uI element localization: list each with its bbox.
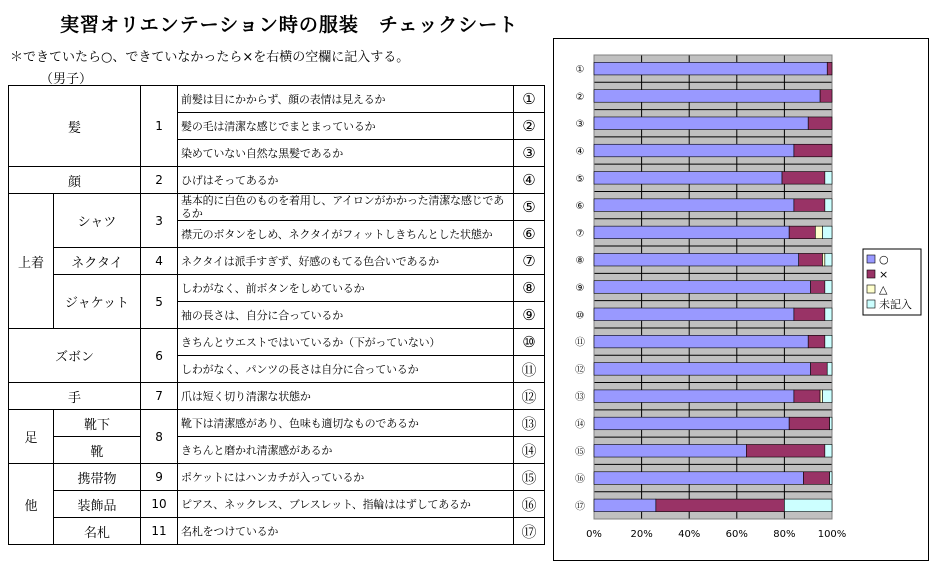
- table-row: [9, 383, 545, 410]
- table-row: [9, 167, 545, 194]
- category-label: ①: [575, 64, 585, 76]
- bar-segment: [822, 390, 832, 403]
- bar-segment: [808, 335, 825, 348]
- subcategory-cell: ジャケット: [54, 275, 141, 329]
- bar-segment: [803, 472, 829, 485]
- bar-segment: [656, 499, 785, 512]
- check-cell[interactable]: ⑰: [514, 518, 545, 545]
- instruction-note: ＊できていたら○、できていなかったら×を右横の空欄に記入する。: [10, 50, 410, 65]
- x-tick-label: 0%: [586, 529, 602, 540]
- category-cell: 顔: [9, 167, 141, 194]
- bar-segment: [825, 335, 832, 348]
- check-cell[interactable]: ⑫: [514, 383, 545, 410]
- check-cell[interactable]: ⑮: [514, 464, 545, 491]
- bar-segment: [594, 172, 782, 185]
- bar-segment: [825, 308, 832, 321]
- bar-segment: [789, 226, 815, 239]
- bar-segment: [594, 253, 799, 266]
- check-cell[interactable]: ⑤: [514, 194, 545, 221]
- category-label: ⑫: [575, 364, 585, 376]
- category-label: ⑩: [575, 310, 585, 322]
- bar-segment: [594, 117, 808, 130]
- bar-segment: [594, 499, 656, 512]
- category-cell: 髪: [9, 86, 141, 167]
- bar-segment: [594, 62, 827, 75]
- bar-segment: [820, 390, 822, 403]
- check-item: 爪は短く切り清潔な状態か: [178, 383, 514, 410]
- item-number: 7: [141, 383, 178, 410]
- legend-label: ×: [879, 268, 889, 281]
- legend-label: ○: [879, 253, 889, 266]
- category-cell: 他: [9, 464, 54, 545]
- table-row: [9, 329, 545, 356]
- bar-segment: [594, 144, 794, 157]
- category-cell: ズボン: [9, 329, 141, 383]
- bar-segment: [746, 444, 825, 457]
- table-row: [9, 518, 545, 545]
- subcategory-cell: シャツ: [54, 194, 141, 248]
- bar-segment: [825, 172, 832, 185]
- bar-segment: [825, 281, 832, 294]
- check-item: 靴下は清潔感があり、色味も適切なものであるか: [178, 410, 514, 437]
- x-tick-label: 40%: [678, 529, 701, 540]
- bar-segment: [794, 390, 820, 403]
- bar-segment: [827, 363, 832, 376]
- check-cell[interactable]: ⑦: [514, 248, 545, 275]
- bar-segment: [594, 335, 808, 348]
- category-label: ③: [575, 119, 585, 131]
- item-number: 8: [141, 410, 178, 464]
- bar-segment: [811, 281, 825, 294]
- bar-segment: [825, 199, 832, 212]
- category-cell: 上着: [9, 194, 54, 329]
- subcategory-cell: ネクタイ: [54, 248, 141, 275]
- table-row: [9, 491, 545, 518]
- category-label: ⑬: [575, 392, 585, 404]
- check-cell[interactable]: ②: [514, 113, 545, 140]
- bar-segment: [789, 417, 829, 430]
- bar-segment: [794, 199, 825, 212]
- check-item: 前髪は目にかからず、顔の表情は見えるか: [178, 86, 514, 113]
- check-cell[interactable]: ⑭: [514, 437, 545, 464]
- subcategory-cell: 名札: [54, 518, 141, 545]
- category-label: ⑰: [575, 501, 585, 513]
- check-item: しわがなく、パンツの長さは自分に合っているか: [178, 356, 514, 383]
- check-item: 袖の長さは、自分に合っているか: [178, 302, 514, 329]
- bar-segment: [830, 417, 832, 430]
- x-tick-label: 20%: [630, 529, 653, 540]
- check-cell[interactable]: ⑬: [514, 410, 545, 437]
- bar-segment: [822, 253, 824, 266]
- bar-segment: [799, 253, 823, 266]
- item-number: 10: [141, 491, 178, 518]
- bar-segment: [782, 172, 825, 185]
- bar-segment: [808, 117, 832, 130]
- bar-segment: [827, 62, 832, 75]
- item-number: 4: [141, 248, 178, 275]
- table-row: [9, 86, 545, 113]
- table-row: [9, 275, 545, 302]
- legend-swatch: [867, 300, 875, 308]
- stacked-bar-chart: [554, 39, 928, 560]
- category-label: ⑥: [575, 201, 585, 213]
- bar-segment: [794, 144, 832, 157]
- check-cell[interactable]: ⑨: [514, 302, 545, 329]
- bar-segment: [820, 90, 832, 103]
- bar-segment: [594, 281, 811, 294]
- result-chart-frame: [553, 38, 929, 561]
- bar-segment: [594, 390, 794, 403]
- x-tick-label: 60%: [725, 529, 748, 540]
- check-item: 染めていない自然な黒髪であるか: [178, 140, 514, 167]
- check-item: きちんと磨かれ清潔感があるか: [178, 437, 514, 464]
- check-item: 髪の毛は清潔な感じでまとまっているか: [178, 113, 514, 140]
- bar-segment: [594, 199, 794, 212]
- check-cell[interactable]: ⑪: [514, 356, 545, 383]
- item-number: 3: [141, 194, 178, 248]
- item-number: 2: [141, 167, 178, 194]
- bar-segment: [825, 444, 832, 457]
- category-label: ⑭: [575, 419, 585, 431]
- category-cell: 足: [9, 410, 54, 464]
- legend-swatch: [867, 255, 875, 263]
- category-label: ⑯: [575, 474, 585, 486]
- bar-segment: [830, 472, 832, 485]
- check-item: 名札をつけているか: [178, 518, 514, 545]
- check-cell[interactable]: ⑧: [514, 275, 545, 302]
- check-item: きちんとウエストではいているか（下がっていない）: [178, 329, 514, 356]
- check-cell[interactable]: ④: [514, 167, 545, 194]
- subcategory-cell: 靴: [54, 437, 141, 464]
- category-label: ⑨: [575, 283, 585, 294]
- check-item: ピアス、ネックレス、ブレスレット、指輪ははずしてあるか: [178, 491, 514, 518]
- bar-segment: [594, 90, 820, 103]
- check-item: 襟元のボタンをしめ、ネクタイがフィットしきちんとした状態か: [178, 221, 514, 248]
- check-cell[interactable]: ①: [514, 86, 545, 113]
- bar-segment: [815, 226, 822, 239]
- page-title: 実習オリエンテーション時の服装 チェックシート: [60, 14, 519, 36]
- bar-segment: [794, 308, 825, 321]
- table-row: [9, 437, 545, 464]
- legend-swatch: [867, 285, 875, 293]
- legend-swatch: [867, 270, 875, 278]
- check-item: しわがなく、前ボタンをしめているか: [178, 275, 514, 302]
- category-label: ⑦: [575, 228, 585, 240]
- subcategory-cell: 靴下: [54, 410, 141, 437]
- bar-segment: [594, 444, 746, 457]
- table-row: [9, 194, 545, 221]
- check-item: ネクタイは派手すぎず、好感のもてる色合いであるか: [178, 248, 514, 275]
- gender-label: （男子）: [40, 72, 93, 87]
- table-row: [9, 410, 545, 437]
- table-row: [9, 248, 545, 275]
- bar-segment: [594, 417, 789, 430]
- category-label: ⑪: [575, 337, 585, 349]
- bar-segment: [811, 363, 828, 376]
- item-number: 1: [141, 86, 178, 167]
- bar-segment: [822, 226, 832, 239]
- subcategory-cell: 装飾品: [54, 491, 141, 518]
- check-item: ポケットにはハンカチが入っているか: [178, 464, 514, 491]
- item-number: 9: [141, 464, 178, 491]
- check-cell[interactable]: ③: [514, 140, 545, 167]
- item-number: 6: [141, 329, 178, 383]
- checklist-table: [8, 85, 545, 545]
- category-label: ⑧: [575, 255, 585, 267]
- legend-label: △: [879, 283, 888, 296]
- category-label: ⑮: [575, 446, 585, 458]
- legend-label: 未記入: [879, 298, 912, 311]
- item-number: 11: [141, 518, 178, 545]
- subcategory-cell: 携帯物: [54, 464, 141, 491]
- bar-segment: [594, 472, 803, 485]
- check-cell[interactable]: ⑥: [514, 221, 545, 248]
- category-cell: 手: [9, 383, 141, 410]
- bar-segment: [784, 499, 832, 512]
- table-row: [9, 464, 545, 491]
- check-cell[interactable]: ⑯: [514, 491, 545, 518]
- check-item: 基本的に白色のものを着用し、アイロンがかかった清潔な感じであるか: [178, 194, 514, 221]
- category-label: ⑤: [575, 173, 585, 185]
- category-label: ④: [575, 146, 585, 158]
- item-number: 5: [141, 275, 178, 329]
- check-item: ひげはそってあるか: [178, 167, 514, 194]
- x-tick-label: 80%: [773, 529, 796, 540]
- bar-segment: [825, 253, 832, 266]
- x-tick-label: 100%: [817, 529, 847, 540]
- category-label: ②: [575, 91, 585, 103]
- bar-segment: [594, 363, 811, 376]
- bar-segment: [594, 308, 794, 321]
- bar-segment: [594, 226, 789, 239]
- check-cell[interactable]: ⑩: [514, 329, 545, 356]
